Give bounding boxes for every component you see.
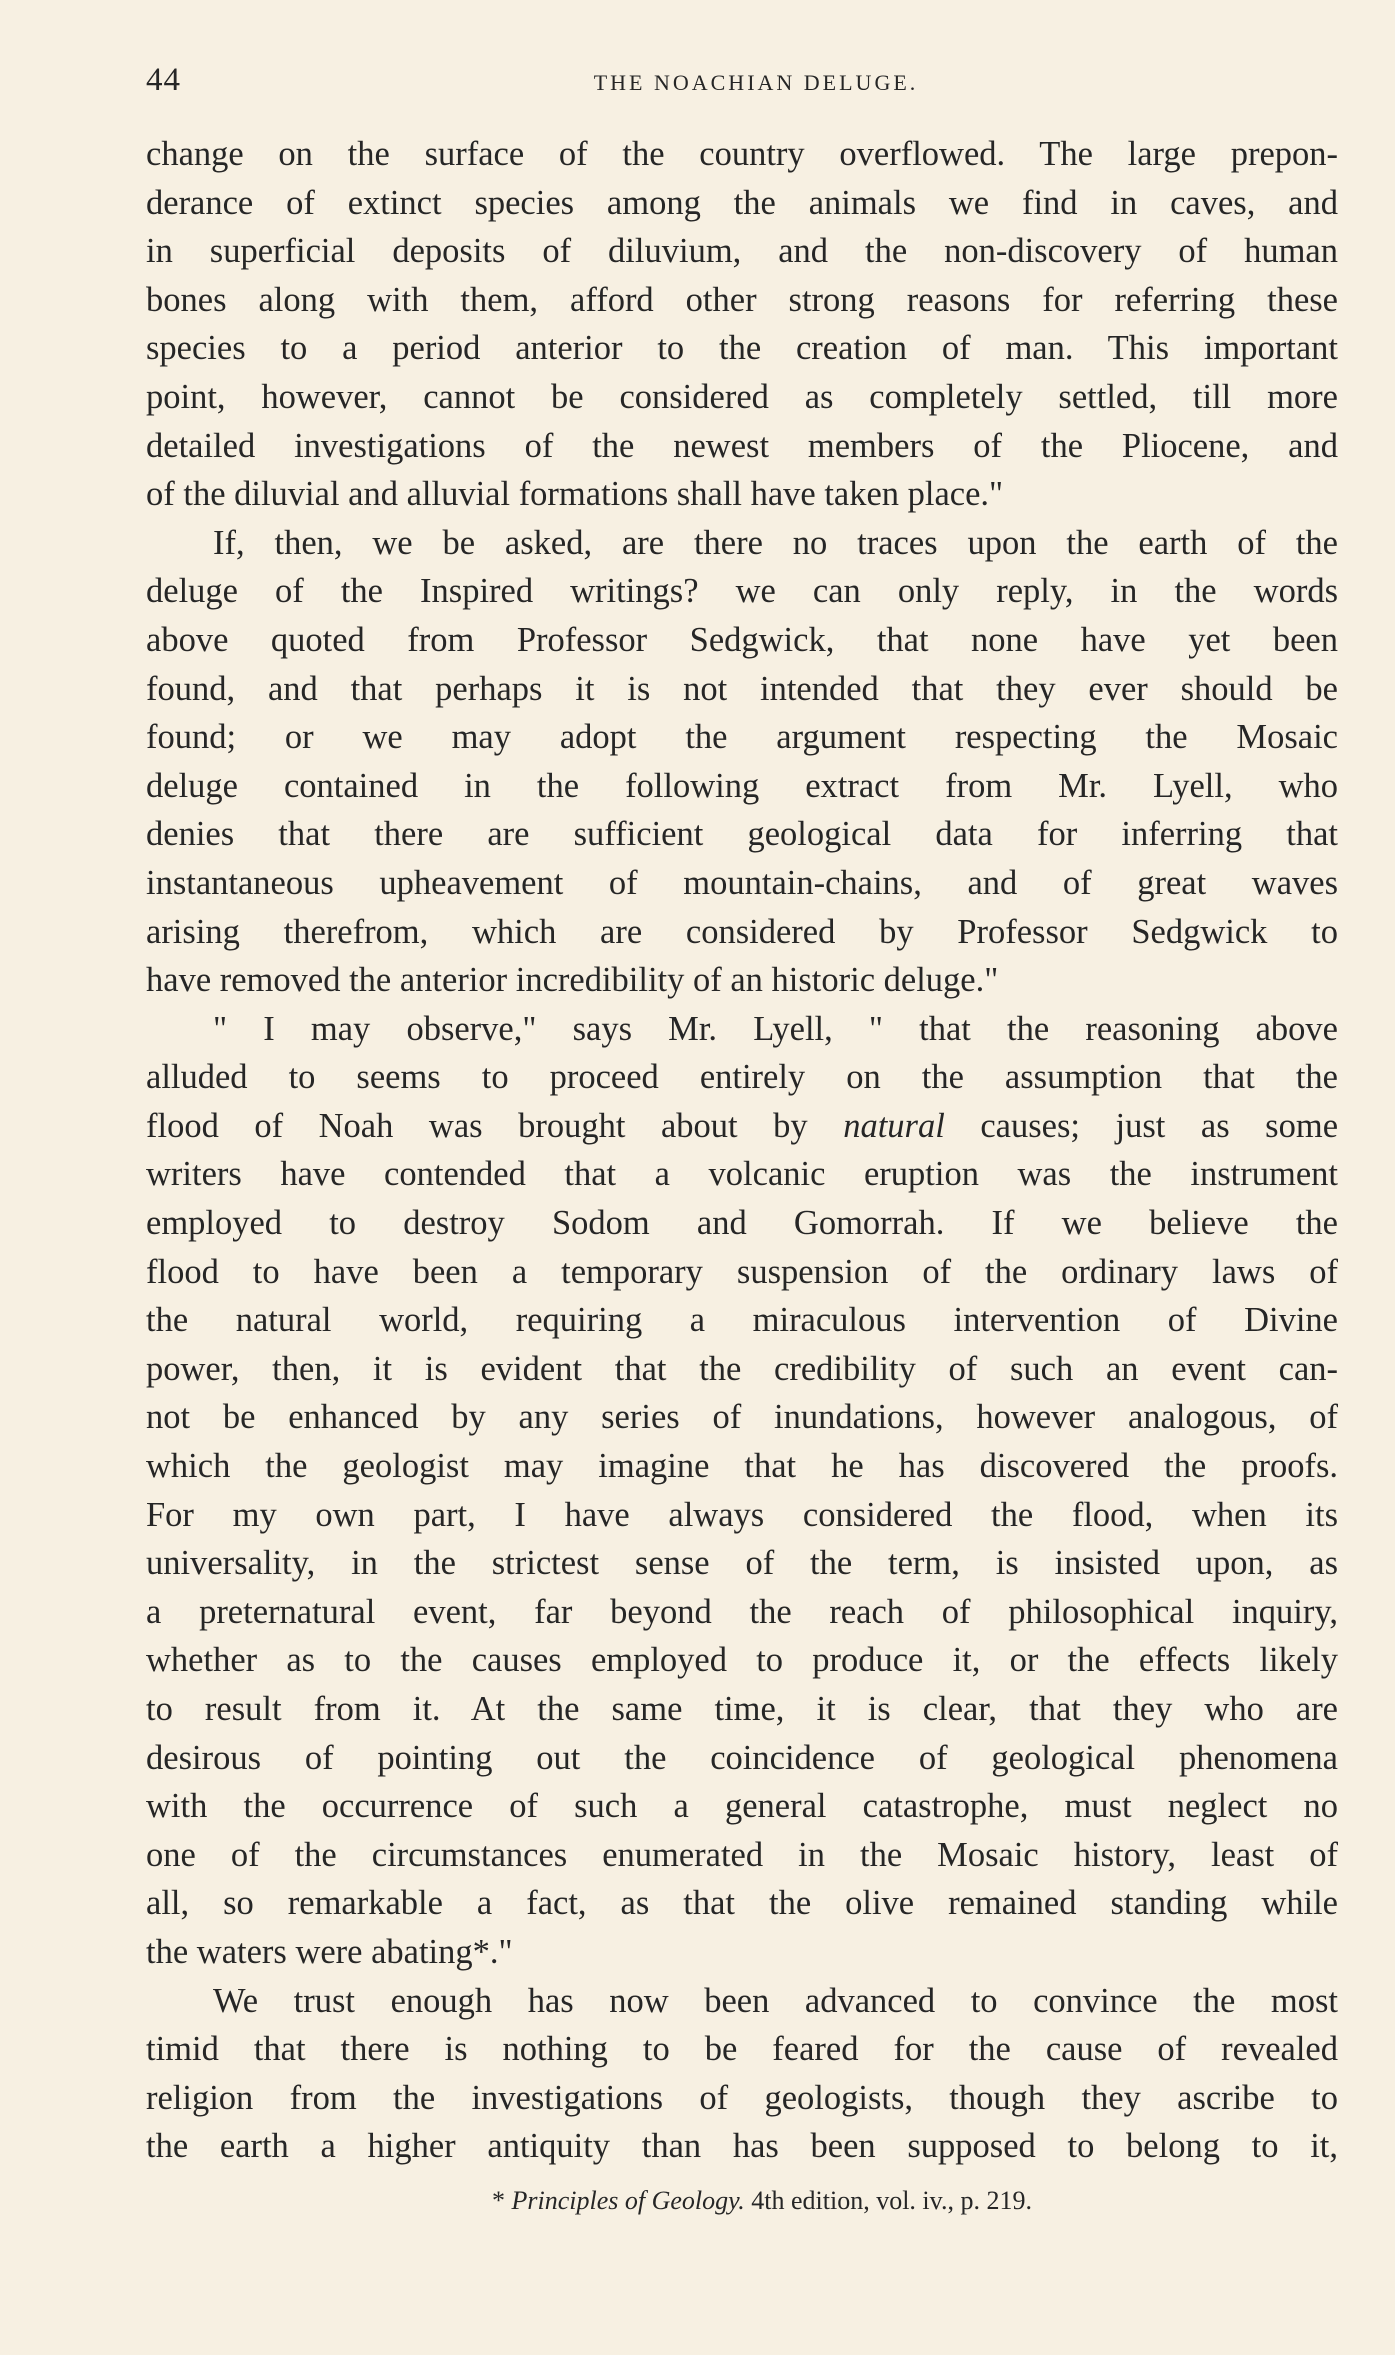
text-line: in superficial deposits of diluvium, and the non-discovery of human xyxy=(146,232,1338,271)
text-line: flood to have been a temporary suspension of the ordinary laws of xyxy=(146,1252,1338,1291)
text-segment: causes; just as some xyxy=(980,1106,1339,1145)
italic-word: natural xyxy=(843,1106,945,1145)
footnote xyxy=(146,2186,1338,2216)
footnote-marker: * xyxy=(492,2186,506,2215)
text-line: We trust enough has now been advanced to convince the most xyxy=(213,1981,1338,2020)
text-line: which the geologist may imagine that he has discovered the proofs. xyxy=(146,1447,1338,1486)
text-line xyxy=(146,1102,1338,1151)
text-line: religion from the investigations of geologists, though they ascribe to xyxy=(146,2078,1338,2117)
text-line: all, so remarkable a fact, as that the olive remained standing while xyxy=(146,1884,1338,1923)
text-line: found, and that perhaps it is not intended that they ever should be xyxy=(146,669,1338,708)
text-line: of the diluvial and alluvial formations shall have taken place." xyxy=(146,475,1004,514)
text-line: a preternatural event, far beyond the reach of philosophical inquiry, xyxy=(146,1592,1338,1631)
text-line: instantaneous upheavement of mountain-chains, and of great waves xyxy=(146,863,1338,902)
text-line: arising therefrom, which are considered by Professor Sedgwick to xyxy=(146,912,1338,951)
text-line: one of the circumstances enumerated in the Mosaic history, least of xyxy=(146,1835,1338,1874)
text-line: derance of extinct species among the animals we find in caves, and xyxy=(146,183,1338,222)
text-line: point, however, cannot be considered as completely settled, till more xyxy=(146,377,1338,416)
text-line: have removed the anterior incredibility of an historic deluge." xyxy=(146,961,999,1000)
text-line: power, then, it is evident that the credibility of such an event can- xyxy=(146,1349,1338,1388)
text-segment: flood of Noah was brought about by xyxy=(146,1106,808,1145)
text-line: the earth a higher antiquity than has been supposed to belong to it, xyxy=(146,2127,1338,2166)
text-line: whether as to the causes employed to produce it, or the effects likely xyxy=(146,1641,1338,1680)
text-line: denies that there are sufficient geological data for inferring that xyxy=(146,815,1338,854)
text-line: writers have contended that a volcanic eruption was the instrument xyxy=(146,1155,1338,1194)
text-line: not be enhanced by any series of inundations, however analogous, of xyxy=(146,1398,1338,1437)
text-line: employed to destroy Sodom and Gomorrah. If we believe the xyxy=(146,1204,1338,1243)
text-line: timid that there is nothing to be feared for the cause of revealed xyxy=(146,2030,1338,2069)
running-head: THE NOACHIAN DELUGE. xyxy=(593,70,919,95)
text-line: " I may observe," says Mr. Lyell, " that the reasoning above xyxy=(213,1009,1338,1048)
text-line: For my own part, I have always considered the flood, when its xyxy=(146,1495,1338,1534)
text-line: deluge contained in the following extract from Mr. Lyell, who xyxy=(146,766,1338,805)
text-line: above quoted from Professor Sedgwick, that none have yet been xyxy=(146,620,1338,659)
text-line: change on the surface of the country overflowed. The large prepon- xyxy=(146,135,1338,173)
footnote-title: Principles of Geology. xyxy=(511,2186,745,2215)
footnote-text: 4th edition, vol. iv., p. 219. xyxy=(751,2186,1032,2215)
text-line: detailed investigations of the newest members of the Pliocene, and xyxy=(146,426,1338,465)
page-number: 44 xyxy=(146,62,181,98)
text-line: the natural world, requiring a miraculous intervention of Divine xyxy=(146,1301,1338,1340)
text-line: universality, in the strictest sense of the term, is insisted upon, as xyxy=(146,1544,1338,1583)
text-line: to result from it. At the same time, it is clear, that they who are xyxy=(146,1690,1338,1728)
text-line: alluded to seems to proceed entirely on the assumption that the xyxy=(146,1058,1338,1097)
text-line: species to a period anterior to the creation of man. This important xyxy=(146,329,1338,368)
text-line: the waters were abating*." xyxy=(146,1932,513,1971)
text-line: found; or we may adopt the argument respecting the Mosaic xyxy=(146,718,1338,757)
page-header xyxy=(146,62,1336,102)
text-line: If, then, we be asked, are there no traces upon the earth of the xyxy=(213,523,1338,562)
text-line: with the occurrence of such a general catastrophe, must neglect no xyxy=(146,1787,1338,1826)
body-text xyxy=(146,130,1338,2171)
text-line: desirous of pointing out the coincidence of geological phenomena xyxy=(146,1738,1338,1777)
text-line: bones along with them, afford other strong reasons for referring these xyxy=(146,280,1338,319)
text-line: deluge of the Inspired writings? we can only reply, in the words xyxy=(146,572,1338,611)
